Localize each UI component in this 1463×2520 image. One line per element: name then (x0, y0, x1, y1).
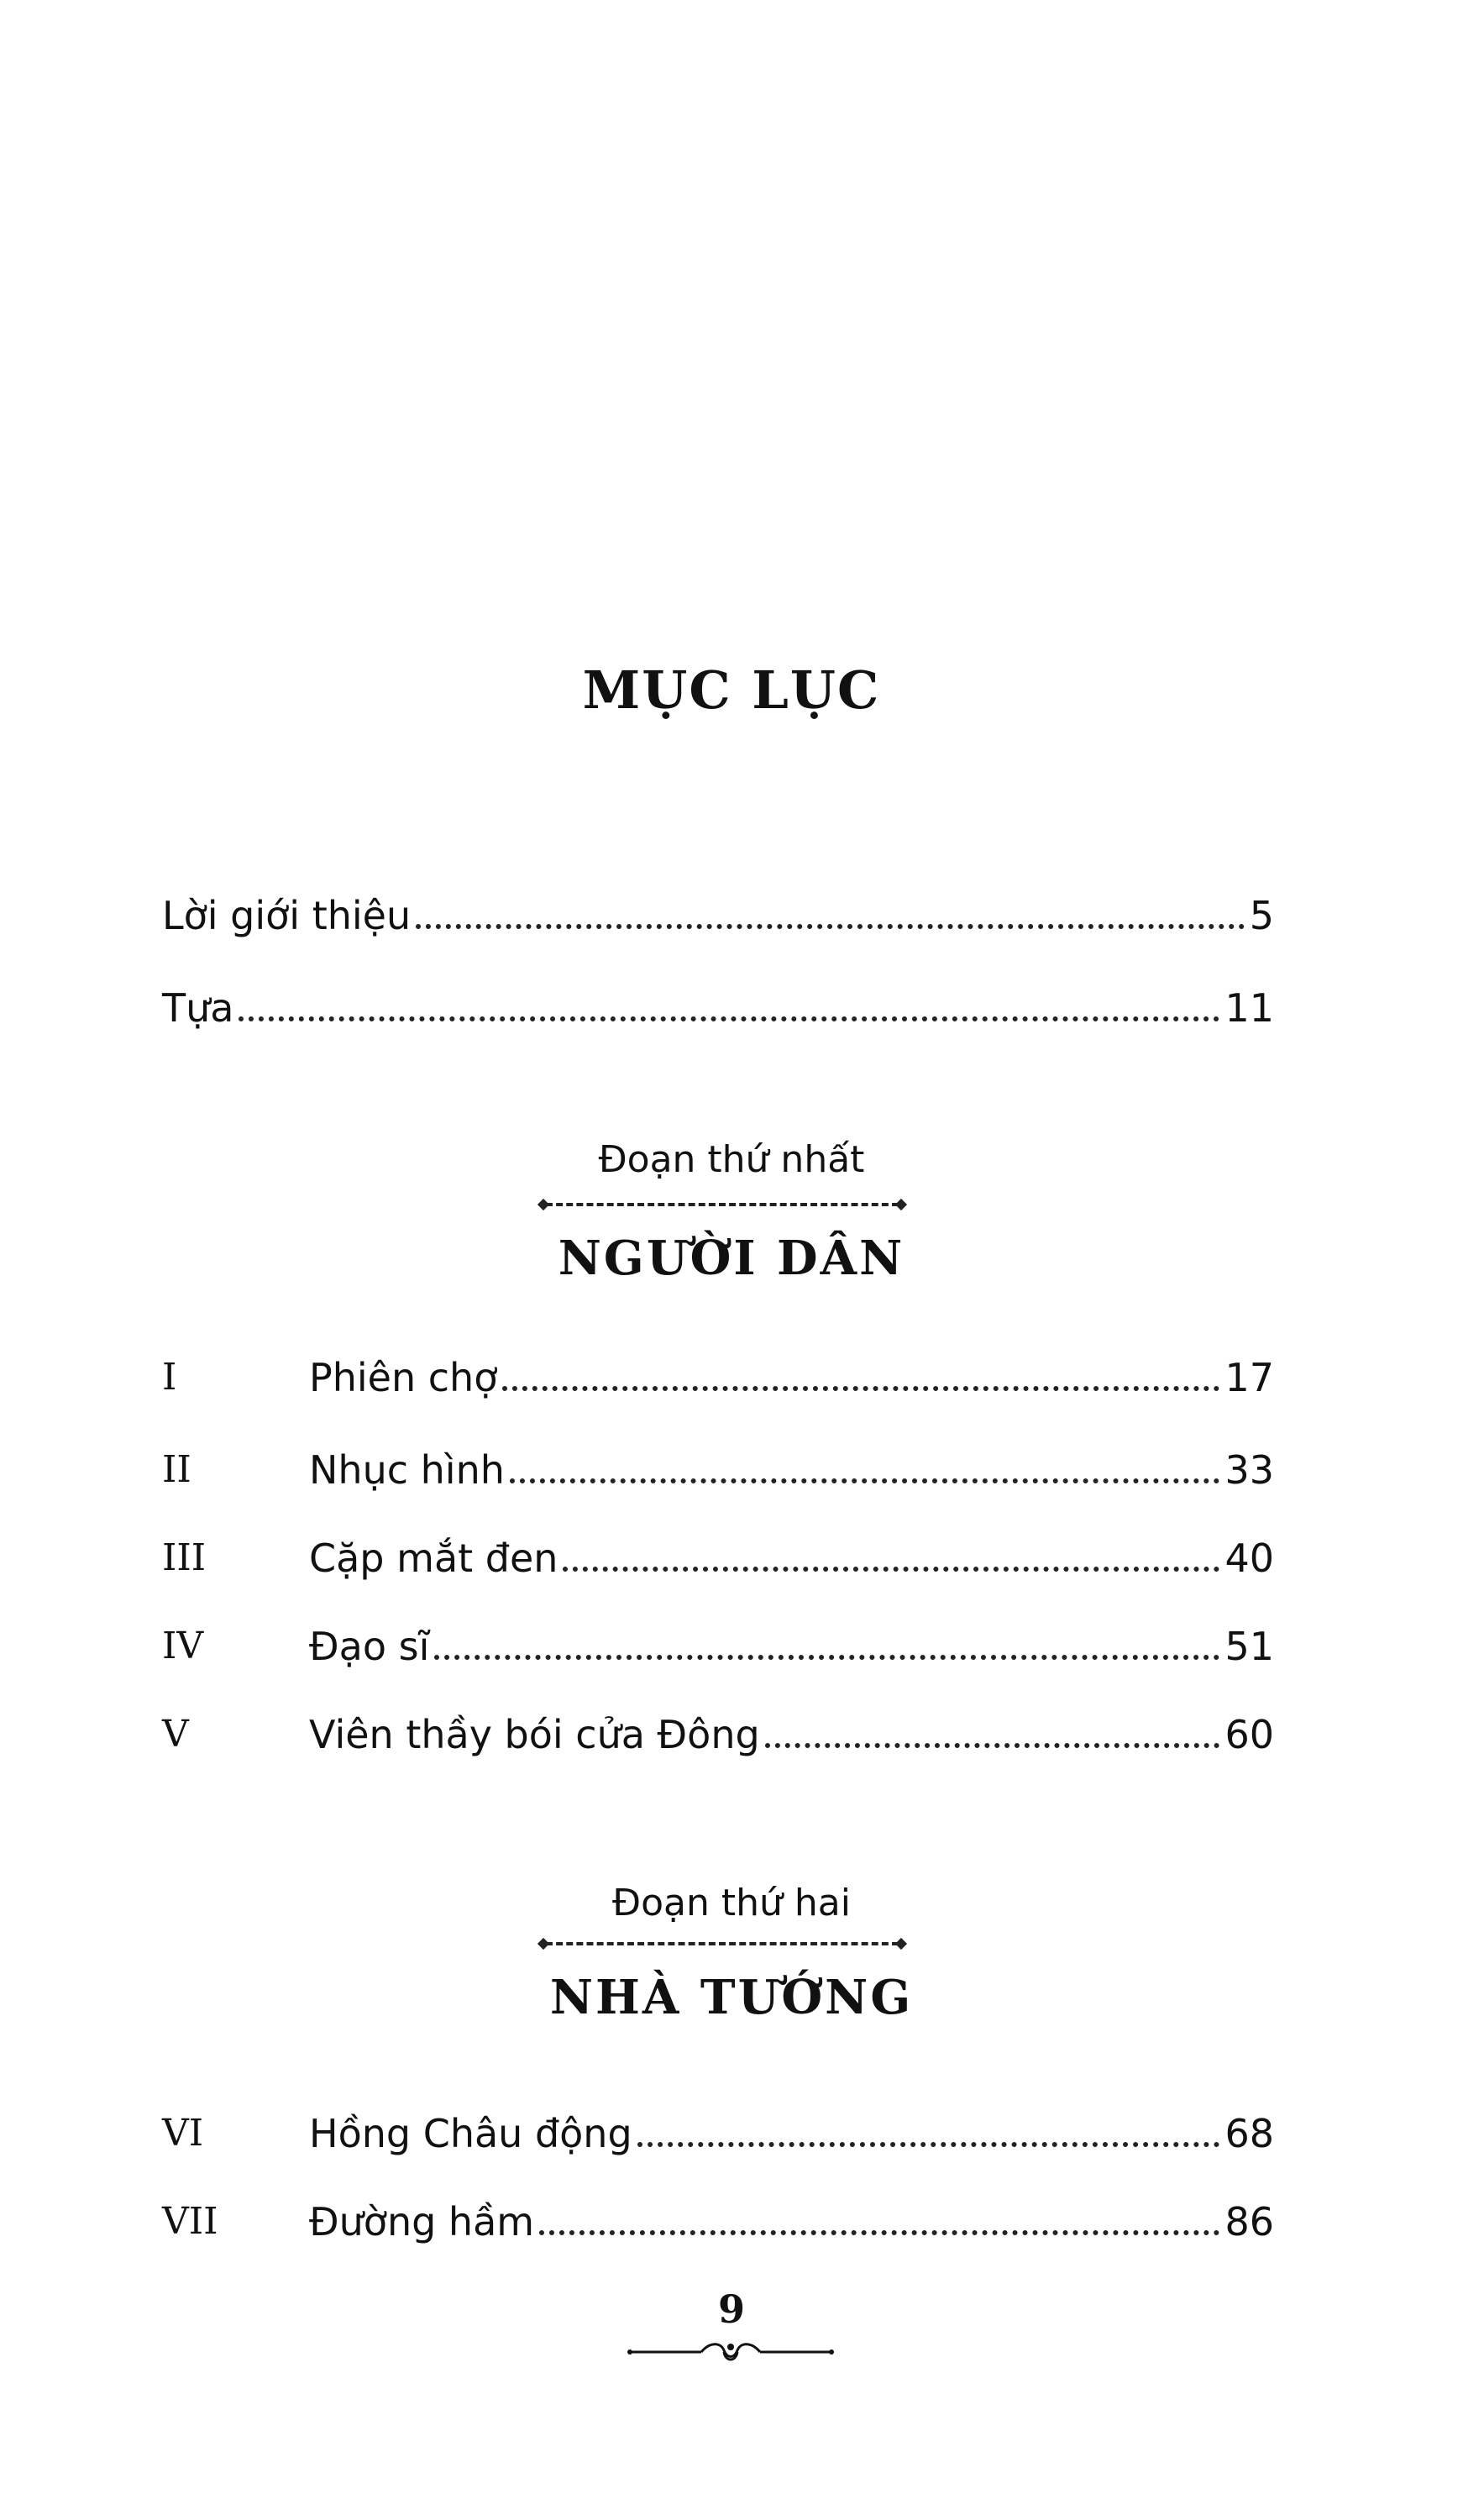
toc-entry (162, 974, 1274, 1033)
chapter-title: Viên thầy bói cửa Đông (309, 1712, 760, 1757)
chapter-title: Nhục hình (309, 1447, 505, 1493)
chapter-page: 40 (1224, 1536, 1274, 1581)
chapter-page: 51 (1224, 1624, 1274, 1669)
chapter-number: IV (162, 1625, 204, 1667)
dot-leader (563, 1567, 1219, 1572)
dot-leader (510, 1478, 1220, 1483)
dot-leader (637, 2142, 1220, 2147)
chapter-number: VI (162, 2112, 204, 2155)
flourish-ornament-icon (621, 2335, 840, 2369)
chapter-number: II (162, 1448, 191, 1491)
section-heading: NGƯỜI DÂN (558, 1231, 905, 1286)
chapter-page: 60 (1224, 1712, 1274, 1757)
section-divider (546, 1942, 899, 1945)
dot-leader (416, 924, 1245, 929)
dot-leader (765, 1743, 1220, 1748)
chapter-page: 33 (1224, 1447, 1274, 1493)
chapter-entry (162, 2100, 1274, 2159)
chapter-title: Đạo sĩ (309, 1624, 430, 1669)
section-heading: NHÀ TƯỚNG (549, 1970, 914, 2025)
toc-entry (162, 882, 1274, 941)
dot-leader (239, 1016, 1219, 1021)
dot-leader (539, 2230, 1219, 2235)
chapter-entry (162, 1436, 1274, 1495)
chapter-page: 68 (1224, 2111, 1274, 2156)
chapter-title: Hồng Châu động (309, 2111, 632, 2156)
toc-entry-page: 11 (1224, 985, 1274, 1031)
chapter-entry (162, 1613, 1274, 1672)
dot-leader (502, 1386, 1219, 1391)
chapter-entry (162, 1525, 1274, 1583)
chapter-entry (162, 2188, 1274, 2247)
toc-entry-page: 5 (1249, 893, 1274, 938)
section-divider (546, 1203, 899, 1206)
section-label: Đoạn thứ nhất (598, 1138, 865, 1181)
toc-entry-title: Lời giới thiệu (162, 893, 412, 938)
chapter-page: 17 (1224, 1355, 1274, 1400)
chapter-entry (162, 1344, 1274, 1403)
chapter-entry (162, 1701, 1274, 1760)
chapter-title: Cặp mắt đen (309, 1536, 558, 1581)
dot-leader (434, 1655, 1219, 1660)
toc-entry-title: Tựa (162, 985, 234, 1031)
chapter-number: VII (162, 2200, 218, 2243)
page-title: MỤC LỤC (582, 659, 881, 721)
chapter-number: V (162, 1713, 189, 1756)
page-number: 9 (717, 2286, 745, 2332)
chapter-page: 86 (1224, 2199, 1274, 2244)
section-label: Đoạn thứ hai (612, 1882, 851, 1924)
chapter-number: III (162, 1536, 207, 1579)
chapter-title: Đường hầm (309, 2199, 535, 2244)
chapter-number: I (162, 1356, 177, 1399)
chapter-title: Phiên chợ (309, 1355, 498, 1400)
